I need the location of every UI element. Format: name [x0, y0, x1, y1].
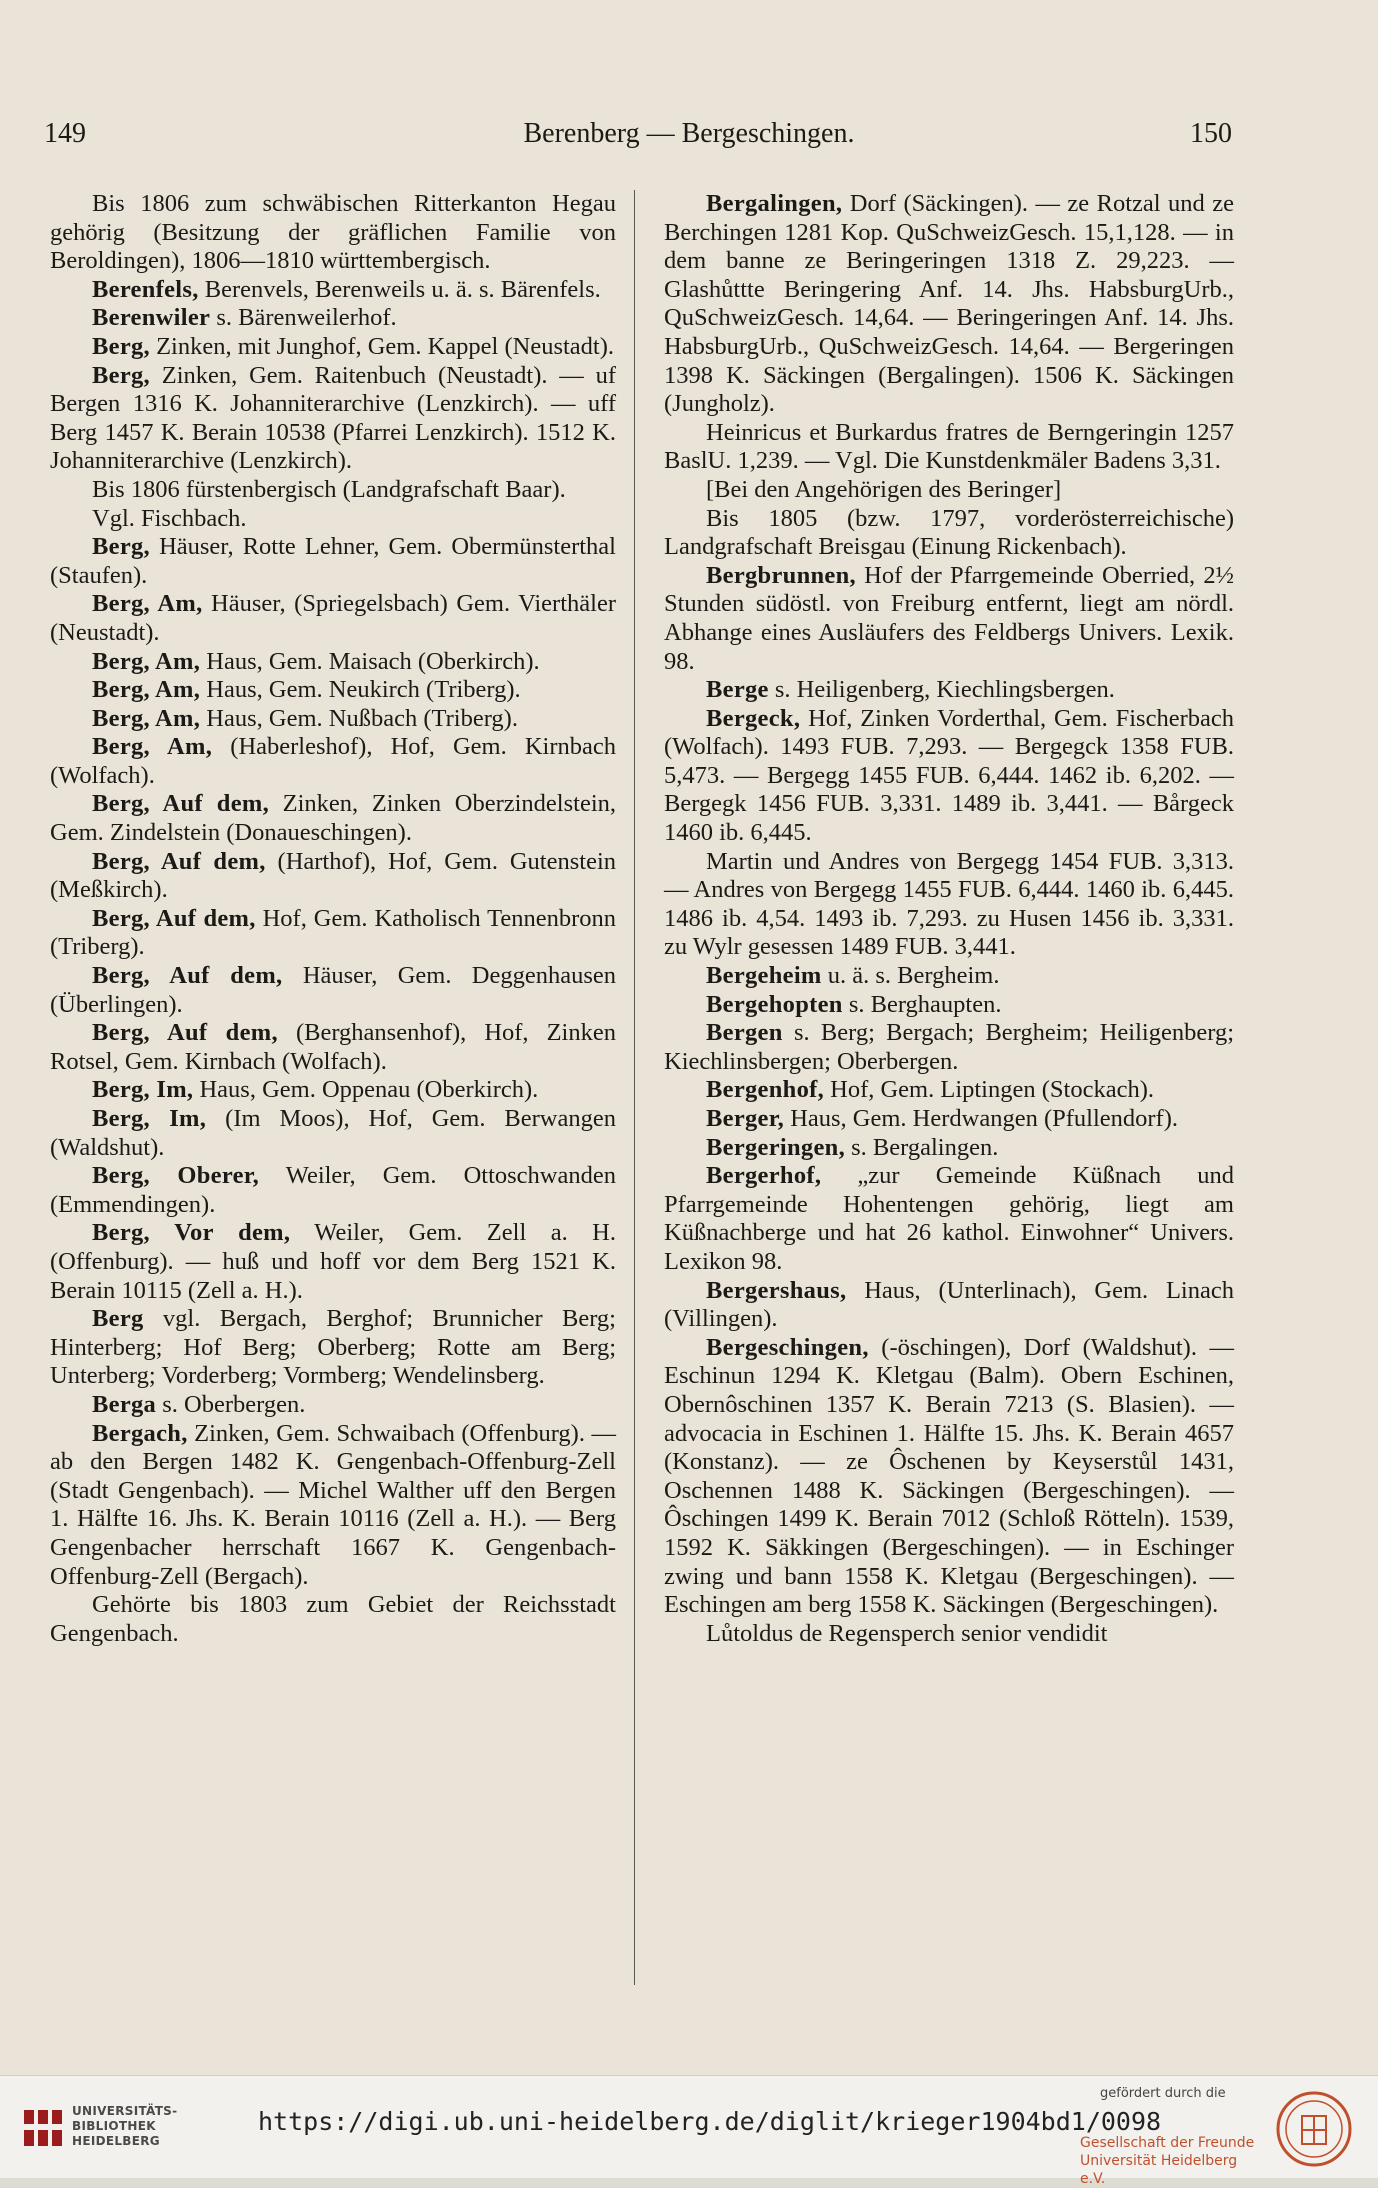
dictionary-entry — [664, 1134, 1234, 1163]
dictionary-entry — [50, 362, 616, 476]
page-number-right: 150 — [1190, 118, 1232, 149]
dictionary-entry — [50, 790, 616, 847]
entry-text: Häuser, Rotte Lehner, Gem. Obermünsterthal (Staufen). — [50, 533, 616, 589]
entry-headword: Bergeheim — [706, 962, 822, 990]
entry-text: Bis 1806 fürstenbergisch (Landgrafschaft Baar). — [92, 475, 566, 503]
entry-headword: Berg, Oberer, — [92, 1162, 260, 1190]
entry-text: Martin und Andres von Bergegg 1454 FUB. 3,313. — Andres von Bergegg 1455 FUB. 6,444. 1460 ib. 6,445. 1486 ib. 4,54. 1493 ib. 7,293. zu Husen 1456 ib. 3,331. zu Wylr gesessen 1489 FUB. 3,441. — [664, 847, 1234, 961]
dictionary-entry — [50, 1105, 616, 1162]
entry-text: Hof der Pfarrgemeinde Oberried, 2½ Stunden südöstl. von Freiburg entfernt, liegt am nördl. Abhange eines Ausläufers des Feldbergs Univers. Lexik. 98. — [664, 561, 1234, 675]
dictionary-entry — [50, 848, 616, 905]
dictionary-entry — [50, 733, 616, 790]
entry-text: (Haberleshof), Hof, Gem. Kirnbach (Wolfach). — [50, 733, 616, 789]
dictionary-entry — [50, 476, 616, 505]
dictionary-entry — [50, 1420, 616, 1592]
dictionary-entry — [50, 705, 616, 734]
sponsor-name — [1080, 2134, 1260, 2188]
sponsor-line: Gesellschaft der Freunde — [1080, 2135, 1255, 2151]
sponsor-label: gefördert durch die — [1100, 2086, 1226, 2101]
entry-headword: Bergerhof, — [706, 1162, 822, 1190]
entry-headword: Berg — [92, 1305, 144, 1333]
entry-headword: Berg, Am, — [92, 676, 201, 704]
entry-headword: Bergehopten — [706, 990, 843, 1018]
dictionary-entry — [664, 562, 1234, 676]
dictionary-entry — [664, 505, 1234, 562]
library-line: HEIDELBERG — [72, 2134, 160, 2148]
entry-headword: Berg, Am, — [92, 733, 213, 761]
left-column — [50, 190, 616, 1648]
entry-text: Haus, (Unterlinach), Gem. Linach (Villingen). — [664, 1276, 1234, 1333]
entry-text: (Im Moos), Hof, Gem. Berwangen (Waldshut). — [50, 1105, 617, 1161]
entry-text: Vgl. Fischbach. — [92, 504, 247, 532]
entry-text: Häuser, (Spriegelsbach) Gem. Vierthäler (Neustadt). — [50, 590, 616, 646]
dictionary-entry — [50, 533, 616, 590]
entry-text: Gehörte bis 1803 zum Gebiet der Reichsstadt Gengenbach. — [50, 1591, 616, 1647]
dictionary-entry — [50, 1219, 616, 1305]
dictionary-entry — [50, 276, 616, 305]
entry-text: Dorf (Säckingen). — ze Rotzal und ze Berchingen 1281 Kop. QuSchweizGesch. 15,1,128. — in dem banne ze Beringeringen 1318 Z. 29,223. — Glashůttte Beringering Anf. 14. Jhs. HabsburgUrb., QuSchweizGesch. 14,64. — Beringeringen Anf. 14. Jhs. HabsburgUrb., QuSchweizGesch. 14,64. — Bergeringen 1398 K. Säckingen (Bergalingen). 1506 K. Säckingen (Jungholz). — [664, 190, 1234, 418]
entry-text: Häuser, Gem. Deggenhausen (Überlingen). — [50, 962, 616, 1018]
entry-headword: Bergeringen, — [706, 1133, 845, 1161]
dictionary-entry — [50, 1591, 616, 1648]
entry-headword: Berenfels, — [92, 275, 199, 303]
entry-text: Weiler, Gem. Zell a. H. (Offenburg). — huß und hoff vor dem Berg 1521 K. Berain 10115 (Zell a. H.). — [50, 1219, 616, 1304]
entry-headword: Berenwiler — [92, 304, 211, 332]
entry-headword: Bergen — [706, 1019, 783, 1047]
dictionary-entry — [50, 1162, 616, 1219]
entry-headword: Bergalingen, — [706, 190, 843, 217]
entry-text: Hof, Zinken Vorderthal, Gem. Fischerbach (Wolfach). 1493 FUB. 7,293. — Bergegck 1358 FUB. 5,473. — Bergegg 1455 FUB. 6,444. 1462 ib. 6,202. — Bergegk 1456 FUB. 3,331. 1489 ib. 3,441. — Bårgeck 1460 ib. 6,445. — [664, 704, 1234, 847]
entry-text: Zinken, Gem. Schwaibach (Offenburg). — ab den Bergen 1482 K. Gengenbach-Offenburg-Zell (Stadt Gengenbach). — Michel Walther uff den Bergen 1. Hälfte 16. Jhs. K. Berain 10116 (Zell a. H.). — Berg Gengenbacher herrschaft 1667 K. Gengenbach-Offenburg-Zell (Bergach). — [50, 1419, 616, 1590]
entry-text: Lůtoldus de Regensperch senior vendidit — [706, 1619, 1108, 1647]
entry-text: Bis 1805 (bzw. 1797, vorderösterreichische) Landgrafschaft Breisgau (Einung Rickenbach). — [664, 504, 1234, 561]
entry-text: s. Bergalingen. — [845, 1133, 999, 1161]
library-logo[interactable] — [22, 2100, 178, 2158]
entry-text: (Harthof), Hof, Gem. Gutenstein (Meßkirch). — [50, 847, 617, 904]
entry-text: s. Bärenweilerhof. — [210, 304, 397, 332]
entry-headword: Berg, Am, — [92, 647, 201, 675]
entry-text: Zinken, Gem. Raitenbuch (Neustadt). — uf Bergen 1316 K. Johanniterarchive (Lenzkirch). — uff Berg 1457 K. Berain 10538 (Pfarrei Lenzkirch). 1512 K. Johanniterarchive (Lenzkirch). — [50, 361, 616, 475]
dictionary-entry — [664, 705, 1234, 848]
entry-text: Haus, Gem. Maisach (Oberkirch). — [200, 647, 540, 675]
entry-headword: Bergbrunnen, — [706, 561, 856, 589]
entry-headword: Bergeck, — [706, 704, 801, 732]
dictionary-entry — [664, 419, 1234, 476]
dictionary-entry — [664, 1076, 1234, 1105]
dictionary-entry — [50, 648, 616, 677]
dictionary-entry — [50, 1076, 616, 1105]
entry-text: (Berghansenhof), Hof, Zinken Rotsel, Gem. Kirnbach (Wolfach). — [50, 1019, 616, 1075]
dictionary-entry — [664, 190, 1234, 419]
entry-text: s. Berghaupten. — [842, 990, 1002, 1018]
entry-headword: Berge — [706, 676, 769, 704]
entry-text: Hof, Gem. Liptingen (Stockach). — [824, 1076, 1154, 1104]
entry-headword: Berg, Im, — [92, 1105, 207, 1132]
dictionary-entry — [664, 1334, 1234, 1620]
dictionary-entry — [50, 1305, 616, 1391]
entry-headword: Bergeschingen, — [706, 1333, 869, 1361]
dictionary-entry — [664, 676, 1234, 705]
dictionary-entry — [664, 476, 1234, 505]
dictionary-entry — [664, 1105, 1234, 1134]
entry-headword: Berg, Am, — [92, 590, 203, 618]
right-column — [664, 190, 1234, 1648]
entry-headword: Berg, Auf dem, — [92, 847, 266, 875]
permalink-url[interactable]: https://digi.ub.uni-heidelberg.de/diglit/krieger1904bd1/0098 — [258, 2107, 1162, 2136]
entry-headword: Bergenhof, — [706, 1076, 824, 1104]
entry-headword: Berga — [92, 1390, 157, 1418]
entry-headword: Berg, — [92, 533, 150, 561]
entry-headword: Berger, — [706, 1105, 785, 1132]
entry-text: „zur Gemeinde Küßnach und Pfarrgemeinde Hohentengen gehörig, liegt am Küßnachberge und hat 26 kathol. Einwohner“ Univers. Lexikon 98. — [664, 1162, 1234, 1275]
entry-text: s. Berg; Bergach; Bergheim; Heiligenberg; Kiechlinsbergen; Oberbergen. — [664, 1019, 1234, 1075]
entry-text: s. Heiligenberg, Kiechlingsbergen. — [768, 676, 1115, 704]
entry-text: Bis 1806 zum schwäbischen Ritterkanton Hegau gehörig (Besitzung der gräflichen Familie von Beroldingen), 1806—1810 württembergisch. — [50, 190, 616, 275]
sponsor-line: Universität Heidelberg e.V. — [1080, 2153, 1238, 2187]
entry-headword: Berg, Auf dem, — [92, 790, 270, 818]
university-seal-icon — [1275, 2090, 1353, 2168]
entry-headword: Berg, Vor dem, — [92, 1219, 291, 1247]
column-divider — [634, 190, 635, 1985]
dictionary-entry — [50, 505, 616, 534]
entry-headword: Berg, Im, — [92, 1076, 194, 1104]
library-logo-icon — [22, 2106, 64, 2150]
entry-headword: Berg, Auf dem, — [92, 904, 256, 932]
entry-text: Heinricus et Burkardus fratres de Berngeringin 1257 BaslU. 1,239. — Vgl. Die Kunstdenkmäler Badens 3,31. — [664, 418, 1234, 475]
dictionary-entry — [50, 676, 616, 705]
entry-text: Berenvels, Berenweils u. ä. s. Bärenfels. — [198, 275, 601, 303]
library-line: UNIVERSITÄTS- — [72, 2104, 178, 2118]
entry-text: vgl. Bergach, Berghof; Brunnicher Berg; Hinterberg; Hof Berg; Oberberg; Rotte am Berg; Unterberg; Vorderberg; Vormberg; Wendelinsberg. — [50, 1305, 616, 1390]
entry-text: Haus, Gem. Neukirch (Triberg). — [200, 676, 521, 704]
entry-headword: Bergach, — [92, 1419, 188, 1447]
dictionary-entry — [50, 190, 616, 276]
viewer-footer — [0, 2075, 1378, 2187]
running-title: Berenberg — Bergeschingen. — [523, 118, 855, 149]
dictionary-entry — [50, 1019, 616, 1076]
entry-text: u. ä. s. Bergheim. — [821, 962, 1000, 990]
entry-headword: Berg, — [92, 332, 150, 360]
entry-text: Hof, Gem. Katholisch Tennenbronn (Triberg). — [50, 904, 616, 961]
dictionary-entry — [50, 304, 616, 333]
dictionary-entry — [664, 1019, 1234, 1076]
entry-text: [Bei den Angehörigen des Beringer] — [706, 475, 1062, 503]
page-number-left: 149 — [44, 118, 86, 149]
dictionary-entry — [664, 1620, 1234, 1649]
entry-text: s. Oberbergen. — [156, 1390, 306, 1418]
entry-headword: Berg, Auf dem, — [92, 962, 283, 990]
entry-text: Haus, Gem. Oppenau (Oberkirch). — [193, 1076, 539, 1104]
dictionary-entry — [664, 991, 1234, 1020]
entry-headword: Berg, Auf dem, — [92, 1019, 278, 1047]
entry-headword: Berg, Am, — [92, 704, 201, 732]
entry-text: (-öschingen), Dorf (Waldshut). — Eschinun 1294 K. Kletgau (Balm). Obern Eschinen, Obernôschinen 1357 K. Berain 7213 (S. Blasien). — advocacia in Eschinen 1. Hälfte 15. Jhs. K. Berain 4657 (Konstanz). — ze Ôschenen by Keyserstůl 1431, Oschennen 1488 K. Säckingen (Bergeschingen). — Ôschingen 1499 K. Berain 7012 (Schloß Rötteln). 1539, 1592 K. Säkkingen (Bergeschingen). — in Eschinger zwing und bann 1558 K. Kletgau (Bergeschingen). — Eschingen am berg 1558 K. Säckingen (Bergeschingen). — [664, 1333, 1234, 1619]
entry-text: Zinken, mit Junghof, Gem. Kappel (Neustadt). — [149, 332, 615, 360]
dictionary-entry — [50, 333, 616, 362]
dictionary-entry — [664, 1162, 1234, 1276]
dictionary-entry — [50, 962, 616, 1019]
entry-text: Weiler, Gem. Ottoschwanden (Emmendingen). — [50, 1162, 617, 1218]
library-name — [72, 2104, 177, 2149]
entry-headword: Bergershaus, — [706, 1276, 847, 1304]
library-line: BIBLIOTHEK — [72, 2119, 156, 2133]
entry-headword: Berg, — [92, 361, 150, 389]
dictionary-entry — [50, 1391, 616, 1420]
page-header — [0, 118, 1378, 158]
entry-text: Haus, Gem. Nußbach (Triberg). — [200, 704, 518, 732]
entry-text: Haus, Gem. Herdwangen (Pfullendorf). — [784, 1105, 1179, 1132]
dictionary-entry — [50, 590, 616, 647]
entry-text: Zinken, Zinken Oberzindelstein, Gem. Zindelstein (Donaueschingen). — [50, 790, 616, 847]
dictionary-entry — [664, 962, 1234, 991]
dictionary-entry — [664, 848, 1234, 962]
dictionary-entry — [664, 1277, 1234, 1334]
dictionary-entry — [50, 905, 616, 962]
